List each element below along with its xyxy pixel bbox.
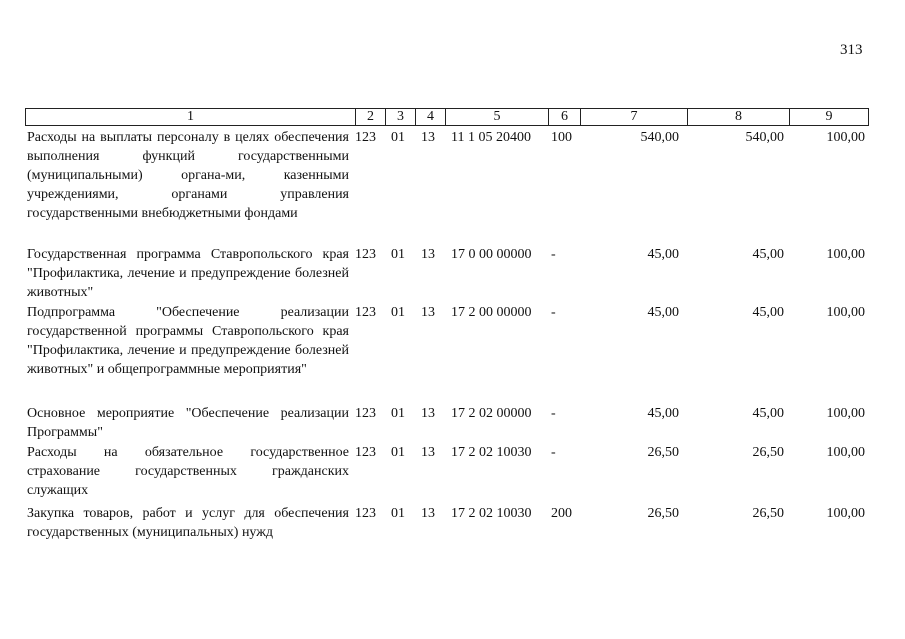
row-name: Подпрограмма "Обеспечение реализации государственной программы Ставропольского края "Профилактика, лечение и предупреждение болезней животных" и общепрограммные мероприятия"	[27, 305, 349, 377]
row-name: Расходы на обязательное государственное страхование государственных гражданских служащих	[27, 445, 349, 498]
cell-value-8: 45,00	[752, 406, 784, 421]
cell-value-8: 26,50	[752, 445, 784, 460]
cell-expense-type: -	[551, 406, 556, 421]
cell-target-article: 17 2 02 10030	[451, 445, 532, 460]
cell-section: 01	[391, 305, 405, 320]
cell-section: 01	[391, 406, 405, 421]
cell-code: 123	[355, 506, 376, 521]
cell-subsection: 13	[421, 247, 435, 262]
column-header-3: 3	[386, 109, 416, 125]
column-header-9: 9	[825, 109, 833, 124]
cell-value-9: 100,00	[826, 406, 865, 421]
column-header-2: 2	[356, 109, 386, 125]
cell-expense-type: -	[551, 305, 556, 320]
cell-value-9: 100,00	[826, 305, 865, 320]
cell-section: 01	[391, 130, 405, 145]
cell-section: 01	[391, 247, 405, 262]
cell-subsection: 13	[421, 406, 435, 421]
cell-value-7: 540,00	[640, 130, 679, 145]
row-name: Расходы на выплаты персоналу в целях обеспечения выполнения функций государственными (муниципальными) органа-ми, казенными учреждениями, органами управления государственными внебюджетными фондами	[27, 130, 349, 221]
cell-value-7: 26,50	[647, 445, 679, 460]
column-header-4: 4	[416, 109, 446, 125]
cell-target-article: 17 2 02 00000	[451, 406, 532, 421]
cell-value-9: 100,00	[826, 130, 865, 145]
column-header-7: 7	[581, 109, 688, 125]
cell-subsection: 13	[421, 305, 435, 320]
row-name: Государственная программа Ставропольского края "Профилактика, лечение и предупреждение болезней животных"	[27, 247, 349, 300]
column-header-8: 8	[688, 109, 790, 125]
column-header-5: 5	[446, 109, 549, 125]
cell-expense-type: 100	[551, 130, 572, 145]
cell-value-7: 45,00	[647, 406, 679, 421]
cell-subsection: 13	[421, 506, 435, 521]
column-header-6: 6	[549, 109, 581, 125]
cell-value-7: 45,00	[647, 247, 679, 262]
row-name: Основное мероприятие "Обеспечение реализации Программы"	[27, 406, 349, 440]
cell-value-9: 100,00	[826, 247, 865, 262]
cell-section: 01	[391, 445, 405, 460]
cell-value-7: 45,00	[647, 305, 679, 320]
cell-value-8: 45,00	[752, 305, 784, 320]
cell-value-9: 100,00	[826, 506, 865, 521]
cell-target-article: 17 2 00 00000	[451, 305, 532, 320]
cell-value-7: 26,50	[647, 506, 679, 521]
cell-code: 123	[355, 130, 376, 145]
cell-value-9: 100,00	[826, 445, 865, 460]
cell-subsection: 13	[421, 445, 435, 460]
cell-target-article: 17 2 02 10030	[451, 506, 532, 521]
cell-section: 01	[391, 506, 405, 521]
cell-value-8: 26,50	[752, 506, 784, 521]
cell-expense-type: -	[551, 247, 556, 262]
cell-target-article: 17 0 00 00000	[451, 247, 532, 262]
cell-code: 123	[355, 305, 376, 320]
cell-value-8: 45,00	[752, 247, 784, 262]
cell-code: 123	[355, 406, 376, 421]
cell-target-article: 11 1 05 20400	[451, 130, 531, 145]
cell-code: 123	[355, 247, 376, 262]
cell-expense-type: -	[551, 445, 556, 460]
cell-expense-type: 200	[551, 506, 572, 521]
cell-code: 123	[355, 445, 376, 460]
cell-subsection: 13	[421, 130, 435, 145]
column-header-1: 1	[26, 109, 356, 125]
cell-value-8: 540,00	[745, 130, 784, 145]
page-number: 313	[840, 42, 863, 58]
table-header	[25, 108, 869, 126]
row-name: Закупка товаров, работ и услуг для обеспечения государственных (муниципальных) нужд	[27, 506, 349, 540]
